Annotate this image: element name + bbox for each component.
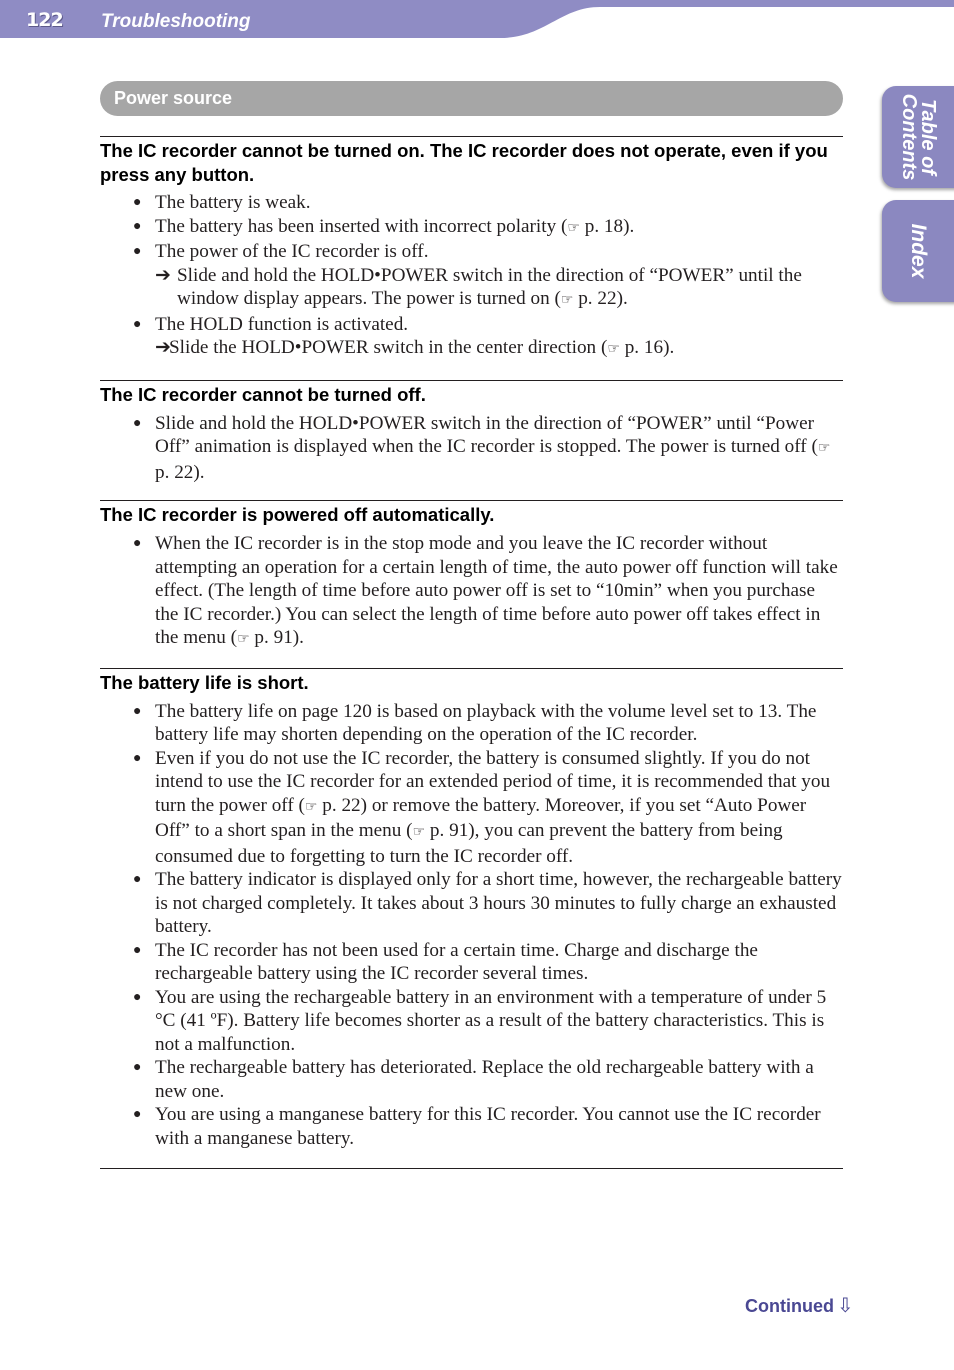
- page-reference-link[interactable]: p. 18).: [584, 215, 635, 237]
- continued-indicator: [745, 1293, 854, 1317]
- solution-step: ➔ Slide the HOLD•POWER switch in the center direction (☞ p. 16).: [155, 337, 675, 358]
- list-item: ● The power of the IC recorder is off. ➔ Slide and hold the HOLD•POWER switch in the direction of “POWER” until the window display appears. The power is turned on (☞ p. 22).: [155, 240, 843, 313]
- issue-battery-life-short: [100, 668, 843, 1151]
- page-reference-link[interactable]: p. 22).: [578, 288, 628, 309]
- bullet-icon: ●: [133, 942, 142, 958]
- index-tab-label: Index: [907, 223, 930, 279]
- page-reference-icon: ☞: [304, 798, 318, 815]
- page-reference-icon: ☞: [567, 219, 580, 236]
- continued-label: Continued: [745, 1296, 834, 1316]
- page-number: 122: [26, 9, 63, 31]
- section-title-bar: [100, 81, 843, 116]
- list-item: ● The rechargeable battery has deteriorated. Replace the old rechargeable battery with a new one.: [133, 1057, 814, 1102]
- page-reference-link[interactable]: p. 91).: [254, 627, 304, 648]
- bullet-icon: ●: [133, 989, 142, 1005]
- troubleshooting-content: [100, 136, 843, 1169]
- page-reference-icon: ☞: [607, 341, 620, 357]
- list-item: ● Slide and hold the HOLD•POWER switch in the direction of “POWER” until “Power Off” animation is displayed when the IC recorder is stopped. The power is turned off (☞ p. 22).: [133, 412, 831, 483]
- list-item: ● Even if you do not use the IC recorder, the battery is consumed slightly. If you do not intend to use the IC recorder for an extended period of time, it is recommended that you turn the power off (☞ p. 22) or remove the battery. Moreover, if you set “Auto Power Off” to a short span in the menu (☞ p. 91), you can prevent the battery from being consumed due to forgetting to turn the IC recorder off.: [133, 747, 831, 867]
- bullet-icon: ●: [133, 872, 142, 887]
- list-item: ● The battery has been inserted with incorrect polarity (☞ p. 18).: [133, 215, 635, 237]
- bottom-divider: [100, 1168, 843, 1169]
- list-item: ● The battery life on page 120 is based on playback with the volume level set to 13. The battery life may shorten depending on the operation of the IC recorder.: [133, 700, 817, 745]
- bullet-icon: ●: [133, 244, 142, 259]
- bullet-icon: ●: [133, 218, 142, 234]
- bullet-icon: ●: [133, 750, 142, 766]
- issue-heading: The IC recorder cannot be turned off.: [100, 383, 426, 405]
- arrow-down-icon: ⇩: [836, 1293, 854, 1317]
- bullet-icon: ●: [133, 316, 142, 332]
- bullet-icon: ●: [133, 1060, 142, 1075]
- list-item: ● The IC recorder has not been used for a certain time. Charge and discharge the rechargeable battery using the IC recorder several times.: [133, 939, 758, 984]
- page-reference-link[interactable]: p. 91), you can prevent the battery from being consumed due to forgetting to turn the IC recorder off.: [155, 820, 783, 867]
- bullet-icon: ●: [133, 1107, 142, 1122]
- header-title: Troubleshooting: [101, 11, 251, 32]
- issue-heading: The battery life is short.: [100, 671, 309, 693]
- page-reference-link[interactable]: p. 22).: [155, 461, 205, 483]
- page-reference-icon: ☞: [237, 631, 250, 647]
- index-tab[interactable]: [882, 200, 954, 302]
- list-item: ● When the IC recorder is in the stop mode and you leave the IC recorder without attempting an operation for a certain length of time, the auto power off function will take effect. (The length of time before auto power off is set to “10min” when you purchase the IC recorder.) You can select the length of time before auto power off takes effect in the menu (☞ p. 91).: [133, 533, 838, 648]
- bullet-icon: ●: [133, 536, 142, 551]
- list-item: ● The battery is weak.: [133, 192, 311, 213]
- page-reference-icon: ☞: [412, 824, 426, 840]
- list-item: ● The battery indicator is displayed only for a short time, however, the rechargeable battery is not charged completely. It takes about 3 hours 30 minutes to fully charge an exhausted battery.: [133, 869, 842, 937]
- table-of-contents-tab[interactable]: [882, 86, 954, 188]
- bullet-icon: ●: [133, 195, 142, 210]
- page-reference-icon: ☞: [817, 440, 831, 456]
- arrow-right-icon: ➔: [155, 337, 172, 358]
- issue-cannot-turn-on: [100, 136, 843, 362]
- page-reference-link[interactable]: p. 16).: [624, 337, 675, 358]
- list-item: ● The HOLD function is activated. ➔ Slide the HOLD•POWER switch in the center direction (☞ p. 16).: [155, 313, 843, 362]
- toc-tab-label-line1: Table of: [917, 99, 939, 175]
- bullet-icon: ●: [133, 703, 142, 719]
- issue-cannot-turn-off: [100, 380, 843, 485]
- section-title: Power source: [114, 88, 233, 108]
- list-item: ● You are using a manganese battery for this IC recorder. You cannot use the IC recorder with a manganese battery.: [133, 1104, 821, 1149]
- issue-powered-off-automatically: [100, 500, 843, 652]
- page-reference-link[interactable]: p. 22) or remove the battery. Moreover, if you set “Auto Power Off” to a short span in the menu (: [155, 794, 807, 841]
- arrow-right-icon: ➔: [155, 264, 172, 286]
- toc-tab-label-line2: Contents: [898, 93, 920, 181]
- issue-heading: The IC recorder is powered off automatically.: [100, 504, 495, 525]
- page-reference-icon: ☞: [560, 292, 574, 308]
- solution-step: ➔ Slide and hold the HOLD•POWER switch in the direction of “POWER” until the window display appears. The power is turned on (☞ p. 22).: [155, 264, 802, 309]
- list-item: ● You are using the rechargeable battery in an environment with a temperature of under 5 °C (41 ºF). Battery life becomes shorter as a result of the battery characteristics. This is not a malfunction.: [133, 986, 827, 1055]
- bullet-icon: ●: [133, 415, 142, 431]
- issue-heading: The IC recorder cannot be turned on. The IC recorder does not operate, even if you press any button.: [100, 140, 828, 185]
